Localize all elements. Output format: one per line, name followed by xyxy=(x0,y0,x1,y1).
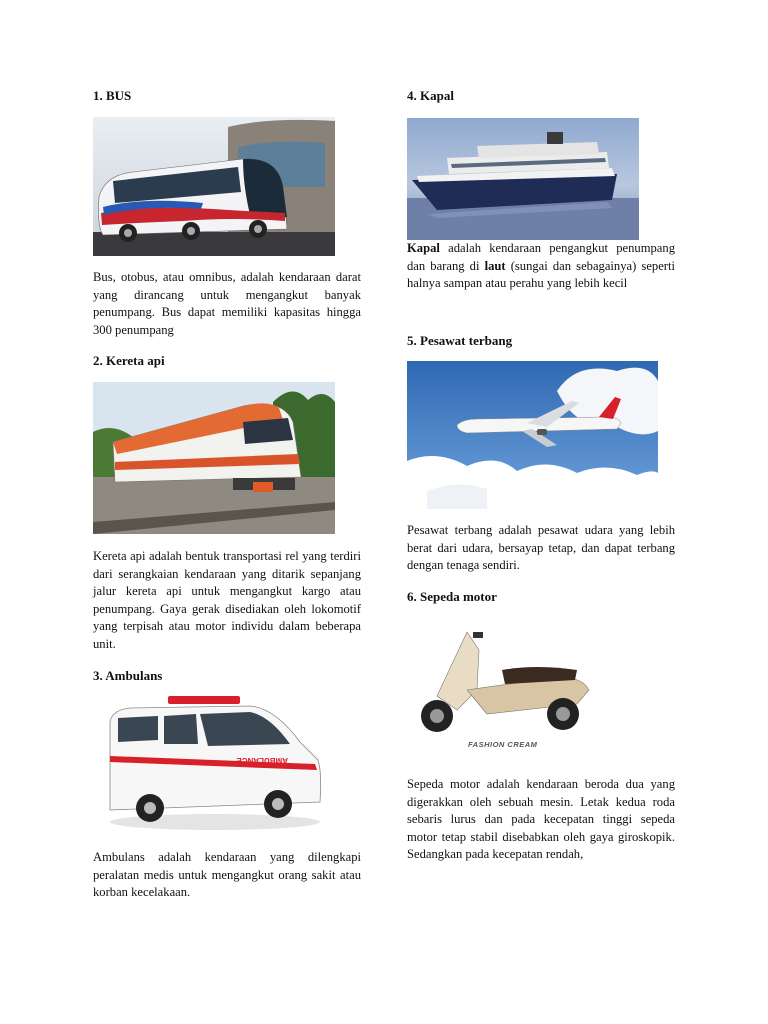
train-photo xyxy=(93,382,335,534)
plane-photo xyxy=(407,361,658,509)
heading-bus: 1. BUS xyxy=(93,88,132,103)
heading-plane: 5. Pesawat terbang xyxy=(407,333,513,348)
ship-text-part2: (sungai dan sebagainya) seperti halnya sampan atau perahu yang lebih kecil xyxy=(407,258,675,291)
ship-photo xyxy=(407,118,639,240)
heading-train: 2. Kereta api xyxy=(93,353,165,368)
ambulance-photo xyxy=(100,692,328,838)
heading-ship: 4. Kapal xyxy=(407,88,454,103)
plane-description: Pesawat terbang adalah pesawat udara yang lebih berat dari udara, bersayap tetap, dan dapat terbang dengan tenaga sendiri. xyxy=(407,523,675,573)
motorcycle-caption: FASHION CREAM xyxy=(468,740,538,749)
ship-term: Kapal xyxy=(407,241,440,255)
train-description: Kereta api adalah bentuk transportasi rel yang terdiri dari serangkaian kendaraan yang ditarik sepanjang jalur kereta api untuk mengangkut kargo atau penumpang. Gaya gerak disediakan oleh lokomotif yang terpisah atau motor individu dalam beberapa unit. xyxy=(93,549,361,651)
heading-ambulance: 3. Ambulans xyxy=(93,668,163,683)
motorcycle-description: Sepeda motor adalah kendaraan beroda dua yang digerakkan oleh sebuah mesin. Letak kedua roda sebaris lurus dan pada kecepatan tinggi sepeda motor tetap stabil disebabkan oleh gaya giroskopik. Sedangkan pada kecepatan rendah, xyxy=(407,777,675,862)
ship-description xyxy=(407,240,675,293)
ambulance-vehicle-label: AMBULANCE xyxy=(236,756,288,765)
motorcycle-photo xyxy=(407,630,602,740)
bus-description: Bus, otobus, atau omnibus, adalah kendaraan darat yang dirancang untuk mengangkut banyak penumpang. Bus dapat memiliki kapasitas hingga 300 penumpang xyxy=(93,270,361,337)
ambulance-description: Ambulans adalah kendaraan yang dilengkapi peralatan medis untuk mengangkut orang sakit atau korban kecelakaan. xyxy=(93,850,361,900)
bus-photo xyxy=(93,117,335,256)
ship-term-sea: laut xyxy=(484,258,506,273)
heading-motorcycle: 6. Sepeda motor xyxy=(407,589,497,604)
ship-text-part1: adalah kendaraan pengangkut penumpang dan barang di xyxy=(407,241,675,273)
